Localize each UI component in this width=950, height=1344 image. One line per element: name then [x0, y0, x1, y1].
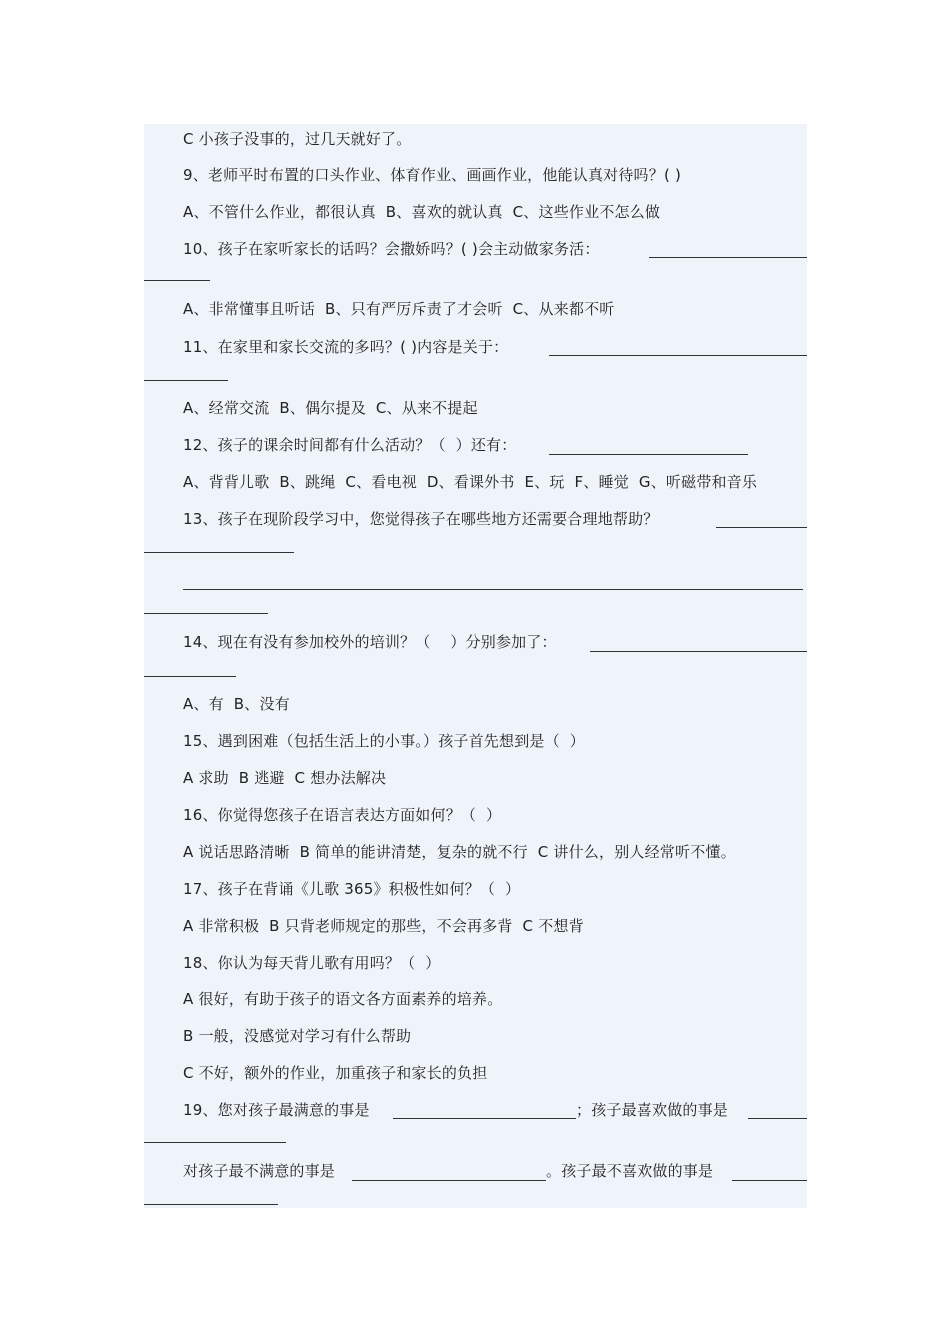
- question-19-part1: 19、您对孩子最满意的事是: [183, 1101, 370, 1119]
- option-q18-c: C 不好，额外的作业，加重孩子和家长的负担: [183, 1064, 488, 1082]
- options-q16: A 说话思路清晰 B 简单的能讲清楚，复杂的就不行 C 讲什么，别人经常听不懂。: [183, 843, 736, 861]
- question-19-part4: 。孩子最不喜欢做的事是: [546, 1162, 714, 1180]
- options-q14: A、有 B、没有: [183, 695, 290, 713]
- options-q9: A、不管什么作业，都很认真 B、喜欢的就认真 C、这些作业不怎么做: [183, 203, 661, 221]
- question-12: 12、孩子的课余时间都有什么活动？（ ）还有：: [183, 436, 517, 454]
- answer-blank-q19-favorite[interactable]: [748, 1118, 807, 1119]
- answer-blank-q10-cont[interactable]: [144, 280, 210, 281]
- question-13: 13、孩子在现阶段学习中，您觉得孩子在哪些地方还需要合理地帮助？: [183, 510, 659, 528]
- answer-blank-q14-cont[interactable]: [144, 676, 236, 677]
- answer-blank-q11-cont[interactable]: [144, 380, 228, 381]
- question-9: 9、老师平时布置的口头作业、体育作业、画画作业，他能认真对待吗？( ): [183, 166, 682, 184]
- question-17: 17、孩子在背诵《儿歌 365》积极性如何？（ ）: [183, 880, 521, 898]
- questionnaire-panel: [144, 124, 807, 1208]
- answer-blank-q19-most-satisfied[interactable]: [393, 1118, 576, 1119]
- answer-blank-q19-favorite-cont[interactable]: [144, 1142, 286, 1143]
- options-q11: A、经常交流 B、偶尔提及 C、从来不提起: [183, 399, 478, 417]
- question-18: 18、你认为每天背儿歌有用吗？（ ）: [183, 954, 441, 972]
- options-q10: A、非常懂事且听话 B、只有严厉斥责了才会听 C、从来都不听: [183, 300, 615, 318]
- question-10: 10、孩子在家听家长的话吗？会撒娇吗？( )会主动做家务活：: [183, 240, 600, 258]
- answer-blank-q14[interactable]: [590, 651, 807, 652]
- question-16: 16、你觉得您孩子在语言表达方面如何？（ ）: [183, 806, 502, 824]
- options-q15: A 求助 B 逃避 C 想办法解决: [183, 769, 387, 787]
- option-line-q8-c: C 小孩子没事的，过几天就好了。: [183, 130, 412, 148]
- answer-blank-q12[interactable]: [549, 454, 748, 455]
- answer-blank-q19-least-favorite[interactable]: [732, 1180, 807, 1181]
- option-q18-a: A 很好，有助于孩子的语文各方面素养的培养。: [183, 990, 503, 1008]
- answer-blank-q11[interactable]: [549, 355, 807, 356]
- answer-blank-q13-line2-cont[interactable]: [144, 613, 268, 614]
- question-14: 14、现在有没有参加校外的培训？（ ）分别参加了：: [183, 633, 557, 651]
- answer-blank-q19-least-satisfied[interactable]: [352, 1180, 546, 1181]
- answer-blank-q19-least-favorite-cont[interactable]: [144, 1204, 278, 1205]
- question-15: 15、遇到困难（包括生活上的小事。）孩子首先想到是（ ）: [183, 732, 585, 750]
- options-q17: A 非常积极 B 只背老师规定的那些，不会再多背 C 不想背: [183, 917, 584, 935]
- answer-blank-q13-line2[interactable]: [183, 589, 803, 590]
- answer-blank-q13[interactable]: [716, 527, 807, 528]
- question-19-part2: ；孩子最喜欢做的事是: [576, 1101, 729, 1119]
- question-11: 11、在家里和家长交流的多吗？( )内容是关于：: [183, 338, 509, 356]
- answer-blank-q13-cont[interactable]: [144, 552, 294, 553]
- option-q18-b: B 一般，没感觉对学习有什么帮助: [183, 1027, 412, 1045]
- answer-blank-q10[interactable]: [649, 257, 807, 258]
- options-q12: A、背背儿歌 B、跳绳 C、看电视 D、看课外书 E、玩 F、睡觉 G、听磁带和音乐: [183, 473, 758, 491]
- question-19-part3: 对孩子最不满意的事是: [183, 1162, 336, 1180]
